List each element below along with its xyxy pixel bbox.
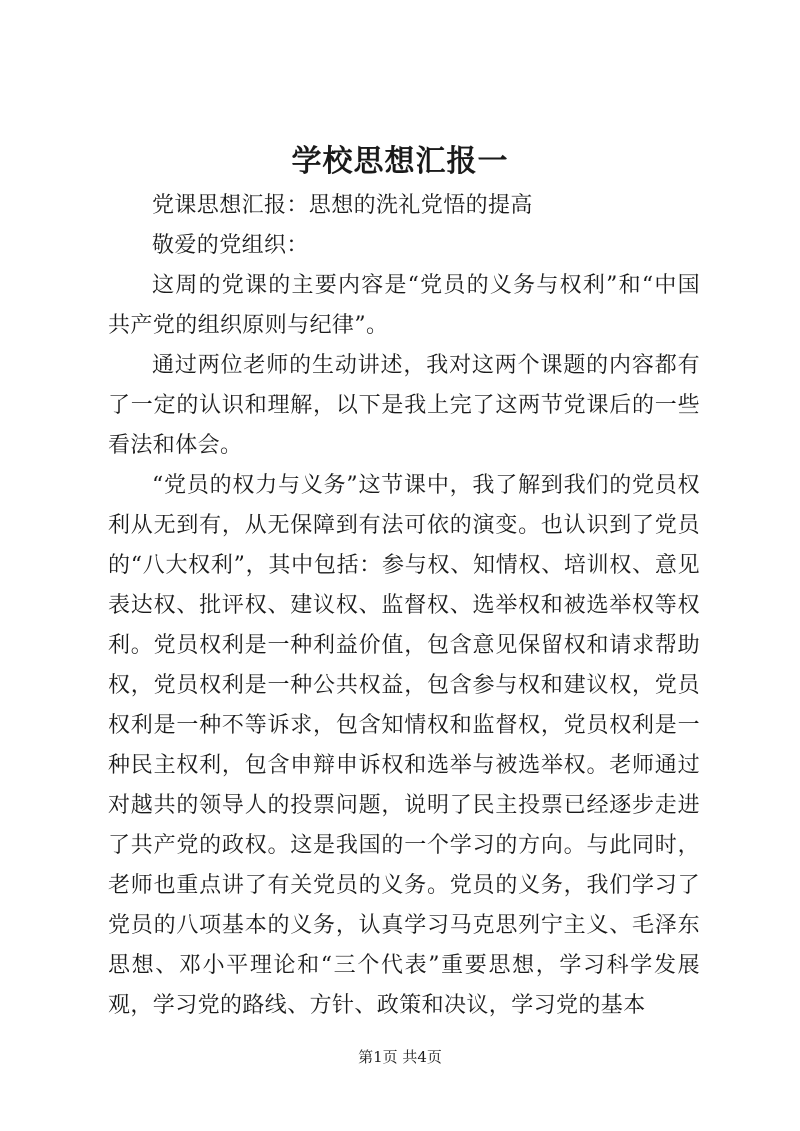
document-body xyxy=(108,186,700,1026)
paragraph-intro: 这周的党课的主要内容是“党员的义务与权利”和“中国共产党的组织原则与纪律”。 xyxy=(108,273,700,338)
paragraph-salutation: 敬爱的党组织： xyxy=(152,233,309,258)
paragraph-subtitle: 党课思想汇报：思想的洗礼党悟的提高 xyxy=(152,193,533,218)
document-title: 学校思想汇报一 xyxy=(291,144,509,179)
paragraph-rights-duties: “党员的权力与义务”这节课中，我了解到我们的党员权利从无到有，从无保障到有法可依的演变。也认识到了党员的“八大权利”，其中包括：参与权、知情权、培训权、意见表达权、批评权、建议权、监督权、选举权和被选举权等权利。党员权利是一种利益价值，包含意见保留权和请求帮助权，党员权利是一种公共权益，包含参与权和建议权，党员权利是一种不等诉求，包含知情权和监督权，党员权利是一种民主权利，包含申辩申诉权和选举与被选举权。老师通过对越共的领导人的投票问题，说明了民主投票已经逐步走进了共产党的政权。这是我国的一个学习的方向。与此同时，老师也重点讲了有关党员的义务。党员的义务，我们学习了党员的八项基本的义务，认真学习马克思列宁主义、毛泽东思想、邓小平理论和“三个代表”重要思想，学习科学发展观，学习党的路线、方针、政策和决议，学习党的基本 xyxy=(108,473,700,1018)
page-footer: 第1页 共4页 xyxy=(358,1048,442,1066)
paragraph-understanding: 通过两位老师的生动讲述，我对这两个课题的内容都有了一定的认识和理解，以下是我上完了这两节党课后的一些看法和体会。 xyxy=(108,353,700,458)
